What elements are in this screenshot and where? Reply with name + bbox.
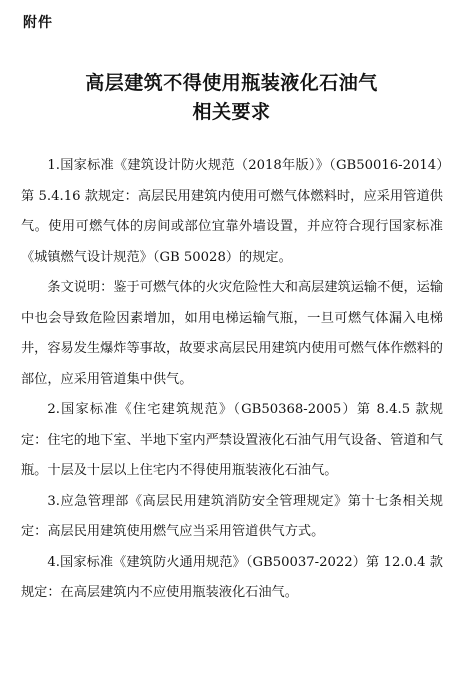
paragraph-4: 4.国家标准《建筑防火通用规范》（GB50037-2022）第 12.0.4 款规定：在高层建筑内不应使用瓶装液化石油气。 [21, 554, 443, 600]
paragraph-explanation: 条文说明：鉴于可燃气体的火灾危险性大和高层建筑运输不便，运输中也会导致危险因素增加，如用电梯运输气瓶，一旦可燃气体漏入电梯井，容易发生爆炸等事故，故要求高层民用建筑内使用可燃气体作燃料的部位，应采用管道集中供气。 [21, 280, 444, 387]
paragraph-1: 1.国家标准《建筑设计防火规范（2018年版）》（GB50016-2014）第 5.4.16 款规定：高层民用建筑内使用可燃气体燃料时，应采用管道供气。使用可燃气体的房间或部位宜靠外墙设置，并应符合现行国家标准《城镇燃气设计规范》（GB 50028）的规定。 [21, 158, 443, 265]
document-body [21, 151, 443, 609]
document-title-line-2: 相关要求 [192, 101, 271, 123]
document-title-line-1: 高层建筑不得使用瓶装液化石油气 [85, 72, 378, 94]
attachment-label: 附件 [23, 15, 53, 31]
paragraph-3: 3.应急管理部《高层民用建筑消防安全管理规定》第十七条相关规定：高层民用建筑使用燃气应当采用管道供气方式。 [21, 493, 443, 539]
paragraph-2: 2.国家标准《住宅建筑规范》（GB50368-2005）第 8.4.5 款规定：住宅的地下室、半地下室内严禁设置液化石油气用气设备、管道和气瓶。十层及十层以上住宅内不得使用瓶装液化石油气。 [21, 402, 443, 478]
